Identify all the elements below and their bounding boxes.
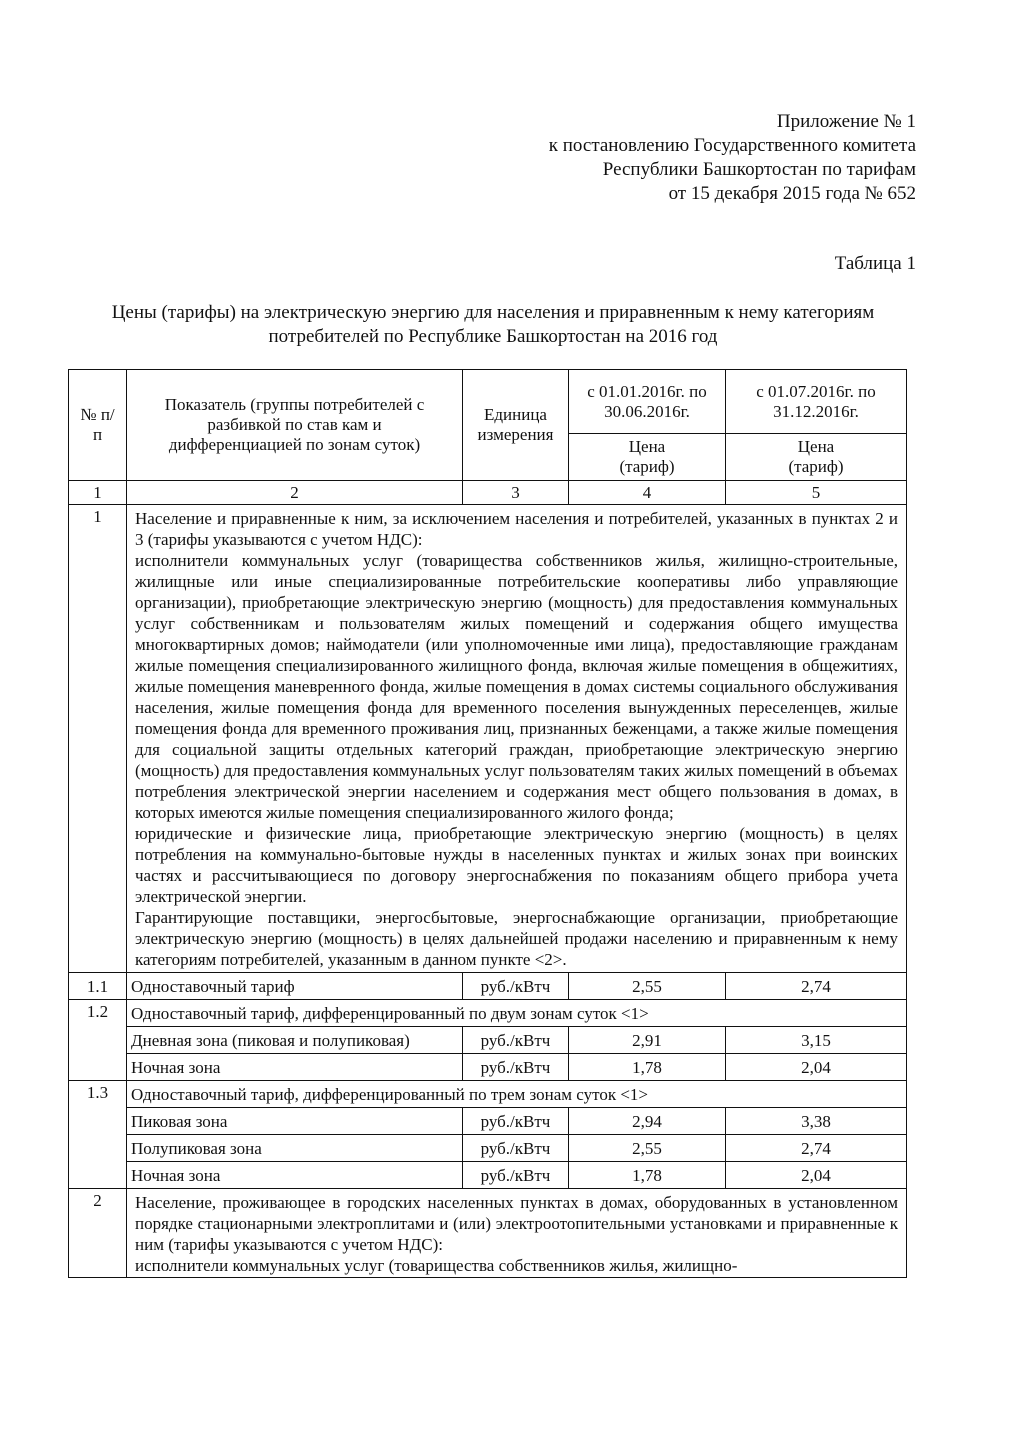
col-number: 2 <box>127 481 463 505</box>
table-row <box>69 1000 907 1027</box>
table-row <box>69 1108 907 1135</box>
col-number: 1 <box>69 481 127 505</box>
section-1-row <box>69 505 907 973</box>
row-unit: руб./кВтч <box>463 973 569 1000</box>
page-title <box>70 301 916 349</box>
row-name: Пиковая зона <box>127 1108 463 1135</box>
header-num: № п/п <box>69 370 127 481</box>
row-name: Полупиковая зона <box>127 1135 463 1162</box>
col-number: 3 <box>463 481 569 505</box>
row-value-1: 2,55 <box>569 1135 726 1162</box>
appendix-line-3: Республики Башкортостан по тарифам <box>602 159 916 180</box>
row-name: Ночная зона <box>127 1162 463 1189</box>
header-period-2: с 01.07.2016г. по 31.12.2016г. <box>726 370 907 434</box>
section-2-row <box>69 1189 907 1278</box>
row-unit: руб./кВтч <box>463 1162 569 1189</box>
header-period-1: с 01.01.2016г. по 30.06.2016г. <box>569 370 726 434</box>
row-unit: руб./кВтч <box>463 1135 569 1162</box>
appendix-line-4: от 15 декабря 2015 года № 652 <box>668 183 916 204</box>
table-row <box>69 1027 907 1054</box>
appendix-line-2: к постановлению Государственного комитета <box>548 135 916 156</box>
tariff-table <box>68 369 907 1278</box>
row-unit: руб./кВтч <box>463 1027 569 1054</box>
section-1-p2: исполнители коммунальных услуг (товарищества собственников жилья, жилищно-строительные, жилищные или иные специализированные потребительские кооперативы либо управляющие организации), приобретающие электрическую энергию (мощность) для предоставления коммунальных услуг собственникам и пользователям жилых помещений и содержания общего имущества многоквартирных домов; наймодатели (или уполномоченные ими лица), предоставляющие гражданам жилые помещения специализированного жилищного фонда, включая жилые помещения в общежитиях, жилые помещения маневренного фонда, жилые помещения в домах системы социального обслуживания населения, жилые помещения фонда для временного поселения вынужденных переселенцев, жилые помещения фонда для временного проживания лиц, признанных беженцами, а также жилые помещения для социальной защиты отдельных категорий граждан, приобретающие электрическую энергию (мощность) для предоставления коммунальных услуг пользователям таких жилых помещений в объемах потребления электрической энергии населением и содержания мест общего пользования в домах, в которых имеются жилые помещения специализированного жилого фонда; <box>135 551 898 822</box>
table-row <box>69 1081 907 1108</box>
table-row <box>69 1135 907 1162</box>
row-group-title: Одноставочный тариф, дифференцированный по трем зонам суток <1> <box>127 1081 907 1108</box>
row-unit: руб./кВтч <box>463 1054 569 1081</box>
header-unit: Единица измерения <box>463 370 569 481</box>
section-2-p1: Население, проживающее в городских населенных пунктах в домах, оборудованных в установленном порядке стационарными электроплитами и (или) электроотопительными установками и приравненные к ним (тарифы указываются с учетом НДС): <box>135 1193 898 1254</box>
row-num: 1.2 <box>69 1000 127 1081</box>
row-value-2: 2,74 <box>726 973 907 1000</box>
row-num: 1.3 <box>69 1081 127 1189</box>
appendix-block <box>549 110 916 206</box>
row-value-2: 2,04 <box>726 1054 907 1081</box>
row-value-2: 3,15 <box>726 1027 907 1054</box>
row-name: Дневная зона (пиковая и полупиковая) <box>127 1027 463 1054</box>
table-row <box>69 1054 907 1081</box>
col-number: 5 <box>726 481 907 505</box>
section-2-p2: исполнители коммунальных услуг (товарищества собственников жилья, жилищно- <box>135 1256 738 1275</box>
row-name: Ночная зона <box>127 1054 463 1081</box>
section-2-text <box>127 1189 907 1278</box>
row-group-title: Одноставочный тариф, дифференцированный по двум зонам суток <1> <box>127 1000 907 1027</box>
row-value-2: 2,04 <box>726 1162 907 1189</box>
section-1-p4: Гарантирующие поставщики, энергосбытовые, энергоснабжающие организации, приобретающие электрическую энергию (мощность) в целях дальнейшей продажи населению и приравненным к нему категориям потребителей, указанным в данном пункте <2>. <box>135 908 898 969</box>
row-unit: руб./кВтч <box>463 1108 569 1135</box>
appendix-line-1: Приложение № 1 <box>776 111 916 132</box>
section-1-num: 1 <box>69 505 127 973</box>
header-price-1: Цена (тариф) <box>569 434 726 481</box>
header-indicator: Показатель (группы потребителей с разбивкой по став кам и дифференциацией по зонам суток) <box>127 370 463 481</box>
col-number: 4 <box>569 481 726 505</box>
row-value-1: 1,78 <box>569 1054 726 1081</box>
row-value-1: 2,55 <box>569 973 726 1000</box>
table-row <box>69 1162 907 1189</box>
section-1-p3: юридические и физические лица, приобретающие электрическую энергию (мощность) в целях потребления на коммунально-бытовые нужды в населенных пунктах и жилых зонах при воинских частях и рассчитывающиеся по договору энергоснабжения по показаниям общего прибора учета электрической энергии. <box>135 824 898 906</box>
table-row <box>69 973 907 1000</box>
row-value-2: 2,74 <box>726 1135 907 1162</box>
section-2-num: 2 <box>69 1189 127 1278</box>
row-name: Одноставочный тариф <box>127 973 463 1000</box>
row-value-1: 2,94 <box>569 1108 726 1135</box>
title-line-1: Цены (тарифы) на электрическую энергию для населения и приравненным к нему категориям <box>111 302 875 323</box>
table-label: Таблица 1 <box>834 253 916 274</box>
section-1-text <box>127 505 907 973</box>
section-1-p1: Население и приравненные к ним, за исключением населения и потребителей, указанных в пунктах 2 и 3 (тарифы указываются с учетом НДС): <box>135 509 898 549</box>
row-value-1: 1,78 <box>569 1162 726 1189</box>
header-price-2: Цена (тариф) <box>726 434 907 481</box>
row-value-1: 2,91 <box>569 1027 726 1054</box>
row-num: 1.1 <box>69 973 127 1000</box>
row-value-2: 3,38 <box>726 1108 907 1135</box>
title-line-2: потребителей по Республике Башкортостан на 2016 год <box>268 326 718 347</box>
